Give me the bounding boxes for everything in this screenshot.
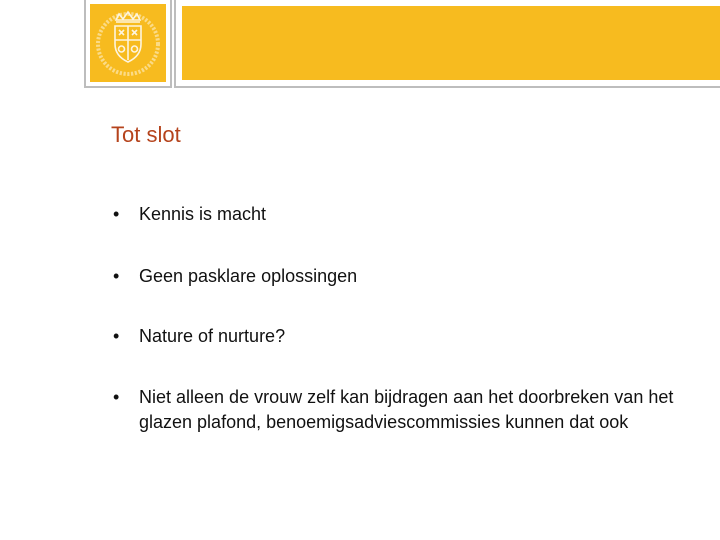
university-seal-icon (90, 4, 166, 82)
logo-frame (84, 0, 172, 88)
bullet-marker: • (113, 326, 120, 346)
bullet-marker: • (113, 204, 120, 224)
list-item (111, 264, 357, 289)
bullet-marker: • (113, 387, 120, 407)
bullet-marker: • (113, 266, 120, 286)
bullet-text: Kennis is macht (139, 204, 267, 224)
header-banner (182, 6, 720, 80)
slide-title: Tot slot (111, 122, 181, 147)
slide-header (0, 0, 720, 92)
list-item (111, 324, 285, 349)
header-banner-frame (174, 0, 720, 88)
list-item (111, 385, 701, 435)
bullet-text: Geen pasklare oplossingen (139, 266, 358, 286)
bullet-text: Nature of nurture? (139, 326, 286, 346)
bullet-text: Niet alleen de vrouw zelf kan bijdragen aan het doorbreken van het glazen plafond, benoemigsadviescommissies kunnen dat ook (139, 387, 674, 432)
list-item (111, 202, 266, 227)
logo-box (90, 4, 166, 82)
